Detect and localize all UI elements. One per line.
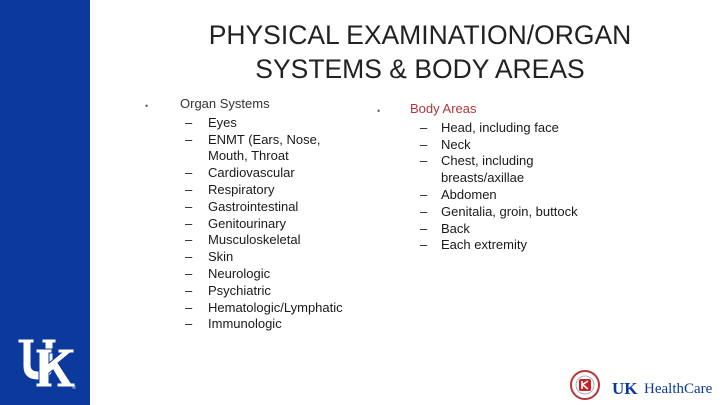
list-item-text: Immunologic — [208, 316, 282, 332]
list-item-text: Back — [441, 220, 470, 236]
list-item-text: Musculoskeletal — [208, 232, 301, 248]
dash-marker: – — [185, 232, 193, 248]
dash-marker: – — [420, 153, 428, 169]
list-item — [185, 182, 373, 199]
footer-uk-mark: UK — [612, 379, 638, 398]
list-item-text: Skin — [208, 249, 234, 265]
dash-marker: – — [420, 220, 428, 236]
list-item-text: Gastrointestinal — [208, 198, 299, 214]
list-item-text: Head, including face — [441, 119, 559, 135]
dash-marker: – — [420, 237, 428, 253]
seal-icon — [571, 371, 599, 399]
left-sidebar-band — [0, 0, 90, 405]
title-line-1: PHYSICAL EXAMINATION/ORGAN — [208, 20, 632, 50]
list-item — [420, 137, 625, 154]
list-item — [420, 237, 625, 254]
list-item-text: Psychiatric — [208, 282, 271, 298]
dash-marker: – — [185, 114, 193, 130]
bullet-icon: • — [377, 106, 381, 116]
list-item-text: Abdomen — [441, 186, 497, 202]
dash-marker: – — [420, 186, 428, 202]
list-item-text: Cardiovascular — [208, 165, 295, 181]
dash-marker: – — [185, 198, 193, 214]
list-item-text: ENMT (Ears, Nose, Mouth, Throat — [208, 131, 321, 164]
uk-logo — [14, 335, 78, 391]
body-areas-column — [375, 101, 625, 254]
dash-marker: – — [420, 136, 428, 152]
organ-systems-heading-row — [143, 96, 373, 115]
list-item — [185, 216, 373, 233]
dash-marker: – — [185, 131, 193, 147]
footer-brand-text: HealthCare — [644, 381, 713, 397]
list-item — [420, 153, 625, 187]
trademark-symbol: ® — [72, 385, 76, 391]
list-item — [185, 199, 373, 216]
list-item-text: Neurologic — [208, 265, 271, 281]
list-item — [185, 165, 373, 182]
list-item-text: Genitourinary — [208, 215, 287, 231]
dash-marker: – — [185, 165, 193, 181]
dash-marker: – — [185, 249, 193, 265]
list-item-text: Hematologic/Lymphatic — [208, 299, 343, 315]
list-item-text: Respiratory — [208, 181, 275, 197]
dash-marker: – — [420, 203, 428, 219]
list-item-text: Eyes — [208, 114, 237, 130]
uk-healthcare-logo — [612, 379, 713, 398]
list-item — [185, 232, 373, 249]
list-item-text: Each extremity — [441, 237, 527, 253]
list-item — [420, 221, 625, 238]
dash-marker: – — [185, 265, 193, 281]
slide-title — [150, 18, 690, 86]
list-item — [185, 132, 373, 166]
dash-marker: – — [185, 215, 193, 231]
list-item-text: Chest, including breasts/axillae — [441, 153, 534, 186]
title-line-2: SYSTEMS & BODY AREAS — [255, 54, 585, 84]
organ-systems-heading: Organ Systems — [180, 96, 270, 111]
body-areas-list — [420, 120, 625, 254]
dash-marker: – — [420, 119, 428, 135]
list-item — [185, 266, 373, 283]
list-item — [185, 249, 373, 266]
list-item — [420, 187, 625, 204]
body-areas-heading-row — [375, 101, 625, 120]
bullet-icon: • — [145, 101, 149, 111]
list-item — [185, 300, 373, 317]
list-item-text: Neck — [441, 136, 471, 152]
list-item — [185, 115, 373, 132]
organ-systems-list — [185, 115, 373, 333]
body-areas-heading: Body Areas — [410, 101, 477, 116]
list-item — [185, 316, 373, 333]
list-item — [420, 204, 625, 221]
organ-systems-column — [143, 96, 373, 333]
dash-marker: – — [185, 316, 193, 332]
footer-logos — [568, 368, 718, 403]
list-item — [185, 283, 373, 300]
dash-marker: – — [185, 299, 193, 315]
dash-marker: – — [185, 282, 193, 298]
list-item-text: Genitalia, groin, buttock — [441, 203, 578, 219]
dash-marker: – — [185, 181, 193, 197]
list-item — [420, 120, 625, 137]
